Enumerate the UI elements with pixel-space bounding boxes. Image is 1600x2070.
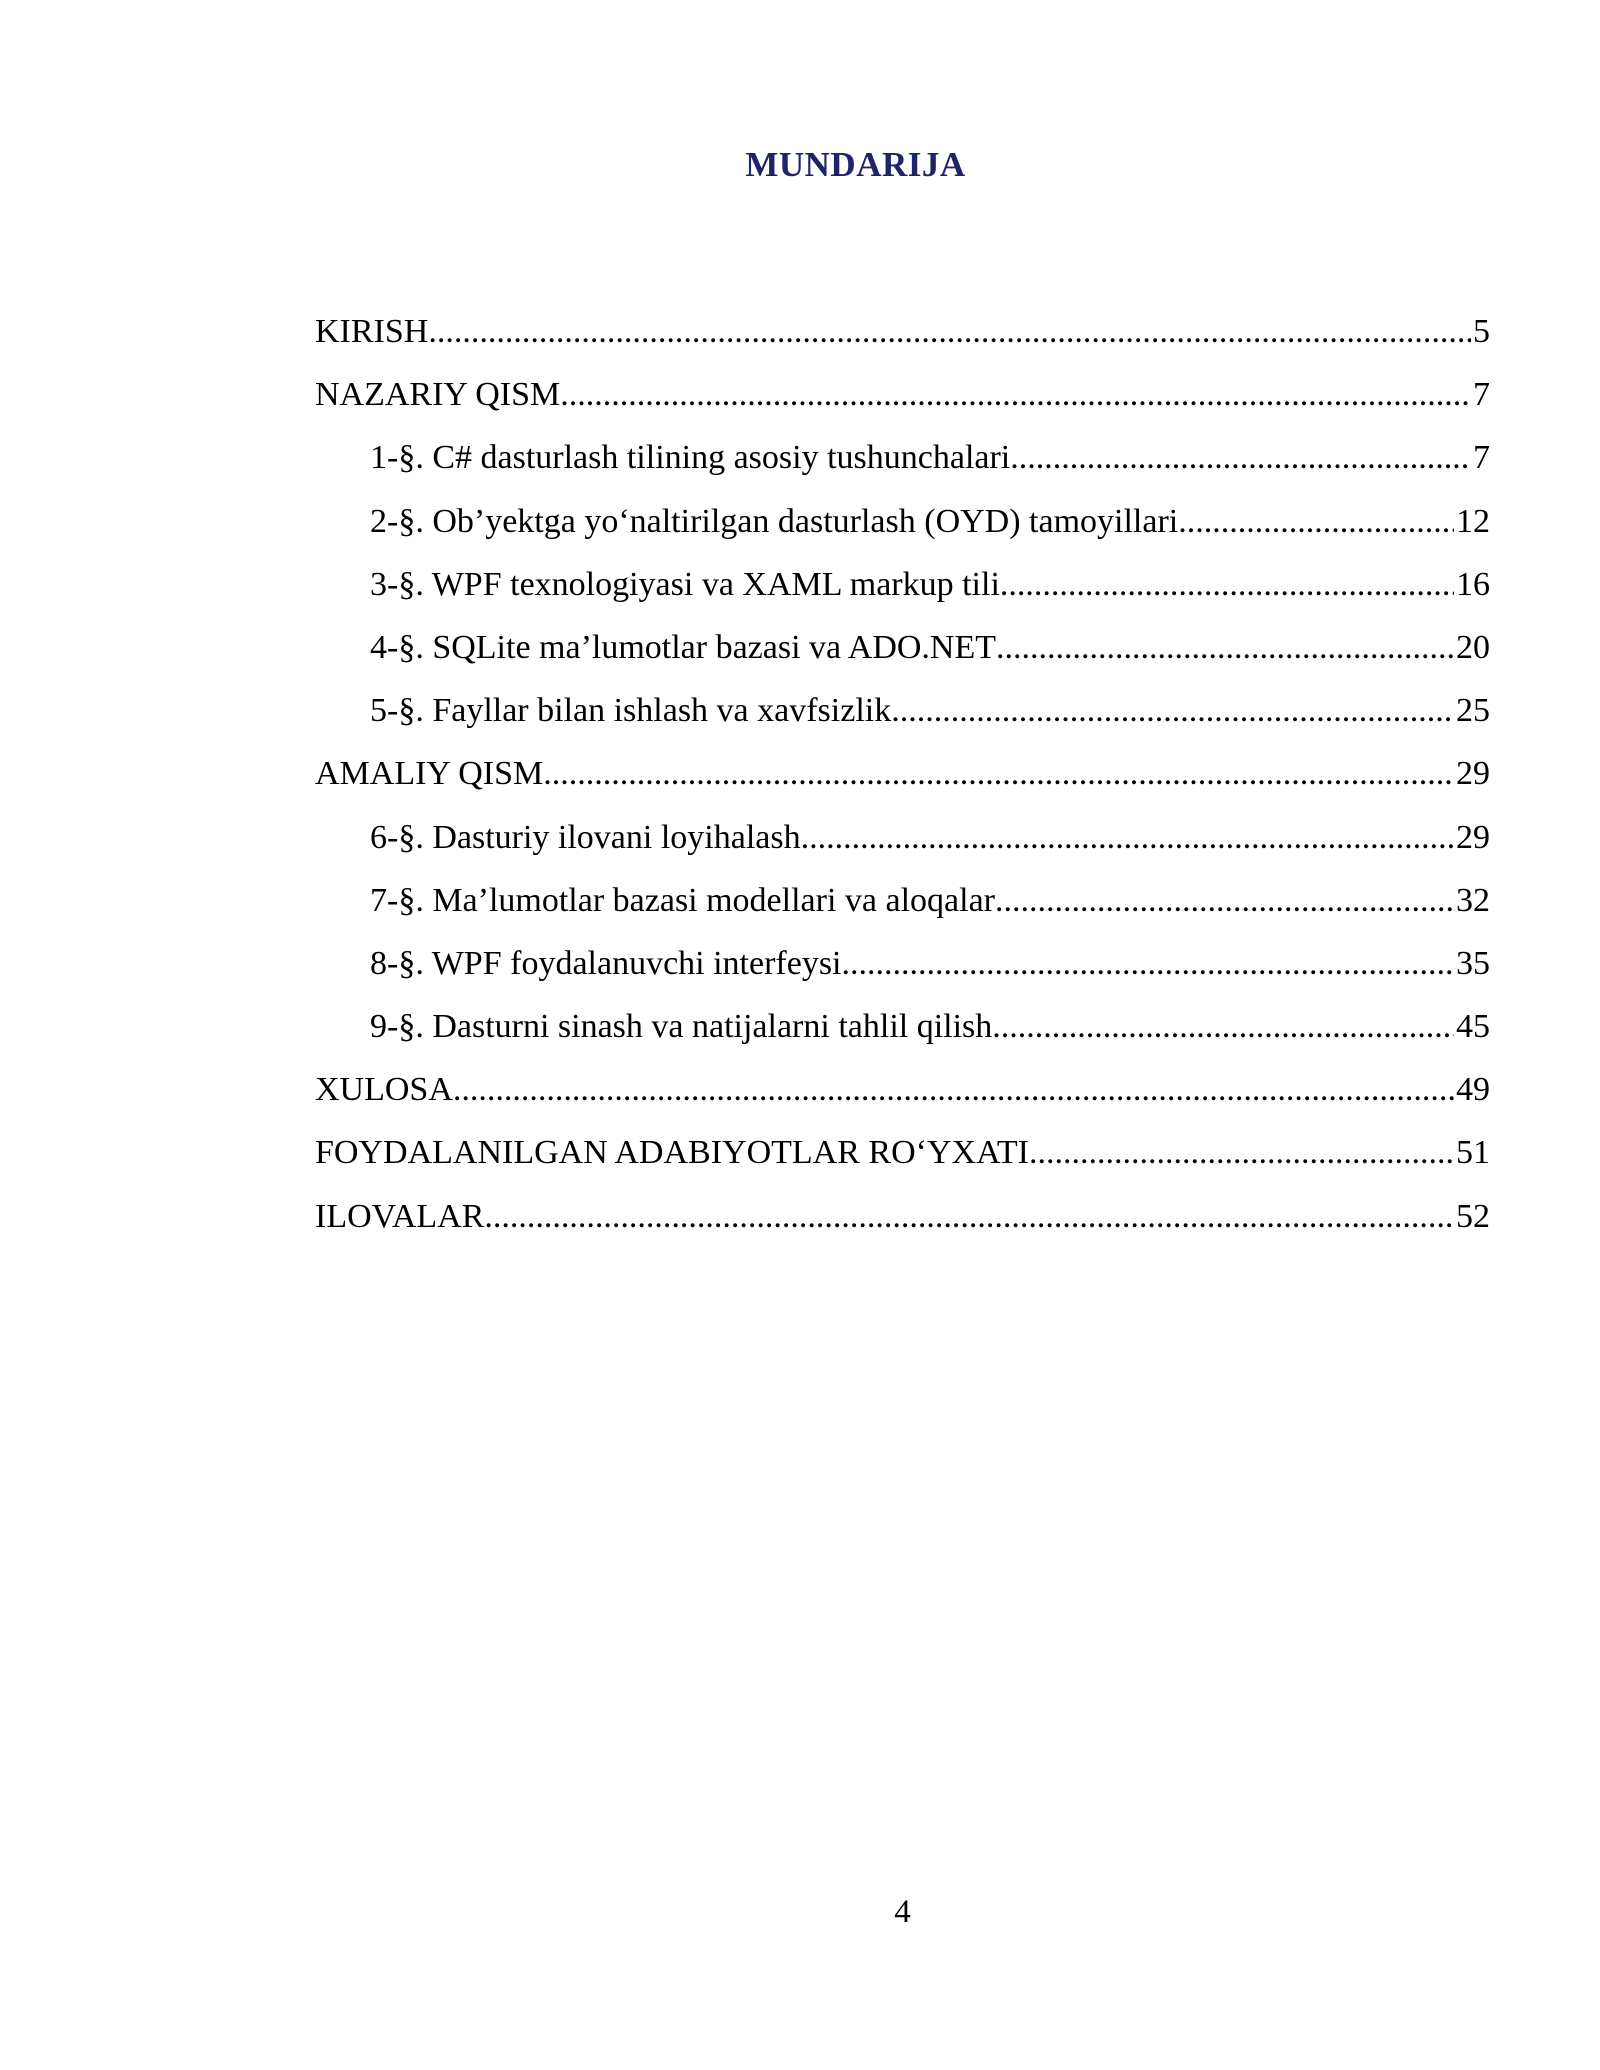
table-of-contents (315, 300, 1490, 1248)
toc-entry-label: 4-§. SQLite ma’lumotlar bazasi va ADO.NET (370, 628, 997, 666)
toc-entry-section-9[interactable] (315, 995, 1490, 1058)
toc-dot-leader (543, 742, 1454, 805)
toc-entry-amaliy-qism[interactable] (315, 742, 1490, 805)
toc-entry-label: 8-§. WPF foydalanuvchi interfeysi (370, 944, 842, 982)
toc-entry-section-4[interactable] (315, 616, 1490, 679)
toc-entry-page: 16 (1456, 565, 1490, 603)
page-number: 4 (894, 1894, 911, 1930)
toc-entry-section-3[interactable] (315, 553, 1490, 616)
toc-entry-section-2[interactable] (315, 490, 1490, 553)
toc-entry-page: 20 (1456, 628, 1490, 666)
toc-entry-page: 7 (1473, 439, 1490, 477)
toc-entry-label: 6-§. Dasturiy ilovani loyihalash (370, 818, 801, 856)
toc-dot-leader (891, 679, 1454, 742)
toc-entry-page: 49 (1456, 1071, 1490, 1109)
toc-dot-leader (560, 363, 1471, 426)
toc-entry-label: NAZARIY QISM (315, 376, 561, 414)
toc-entry-xulosa[interactable] (315, 1058, 1490, 1121)
toc-dot-leader (1000, 553, 1454, 616)
toc-dot-leader (995, 869, 1454, 932)
toc-dot-leader (842, 932, 1454, 995)
toc-dot-leader (996, 616, 1454, 679)
toc-entry-label: XULOSA (315, 1071, 453, 1109)
toc-entry-nazariy-qism[interactable] (315, 363, 1490, 426)
toc-entry-label: AMALIY QISM (315, 755, 544, 793)
toc-entry-label: 1-§. C# dasturlash tilining asosiy tushunchalari (370, 439, 1011, 477)
toc-entry-section-5[interactable] (315, 679, 1490, 742)
toc-entry-label: FOYDALANILGAN ADABIYOTLAR RO‘YXATI (315, 1134, 1029, 1172)
toc-entry-section-7[interactable] (315, 869, 1490, 932)
toc-entry-page: 29 (1456, 755, 1490, 793)
toc-dot-leader (1010, 426, 1471, 489)
toc-entry-page: 45 (1456, 1008, 1490, 1046)
toc-entry-label: 3-§. WPF texnologiyasi va XAML markup tili (370, 565, 1000, 603)
toc-entry-ilovalar[interactable] (315, 1185, 1490, 1248)
toc-entry-label: KIRISH (315, 313, 429, 350)
toc-entry-page: 12 (1456, 502, 1490, 540)
toc-dot-leader (992, 995, 1454, 1058)
toc-entry-label: 9-§. Dasturni sinash va natijalarni tahlil qilish (370, 1008, 993, 1046)
toc-entry-label: 7-§. Ma’lumotlar bazasi modellari va aloqalar (370, 881, 995, 919)
toc-entry-label: ILOVALAR (315, 1197, 485, 1235)
toc-entry-page: 25 (1456, 692, 1490, 730)
toc-entry-page: 32 (1456, 881, 1490, 919)
toc-entry-page: 29 (1456, 818, 1490, 856)
toc-entry-section-1[interactable] (315, 426, 1490, 489)
toc-entry-kirish[interactable] (315, 300, 1490, 363)
toc-entry-section-6[interactable] (315, 806, 1490, 869)
toc-dot-leader (428, 300, 1471, 363)
toc-dot-leader (1178, 490, 1454, 553)
toc-dot-leader (453, 1058, 1454, 1121)
toc-entry-page: 51 (1456, 1134, 1490, 1172)
toc-entry-page: 7 (1473, 376, 1490, 414)
toc-dot-leader (801, 806, 1454, 869)
toc-dot-leader (1029, 1121, 1454, 1184)
toc-dot-leader (484, 1185, 1454, 1248)
toc-entry-page: 5 (1473, 313, 1490, 350)
toc-entry-label: 2-§. Ob’yektga yo‘naltirilgan dasturlash (OYD) tamoyillari (370, 502, 1179, 540)
toc-entry-section-8[interactable] (315, 932, 1490, 995)
page-title: MUNDARIJA (745, 145, 966, 184)
toc-entry-page: 35 (1456, 944, 1490, 982)
toc-entry-adabiyotlar[interactable] (315, 1121, 1490, 1184)
toc-entry-label: 5-§. Fayllar bilan ishlash va xavfsizlik (370, 692, 892, 730)
toc-entry-page: 52 (1456, 1197, 1490, 1235)
